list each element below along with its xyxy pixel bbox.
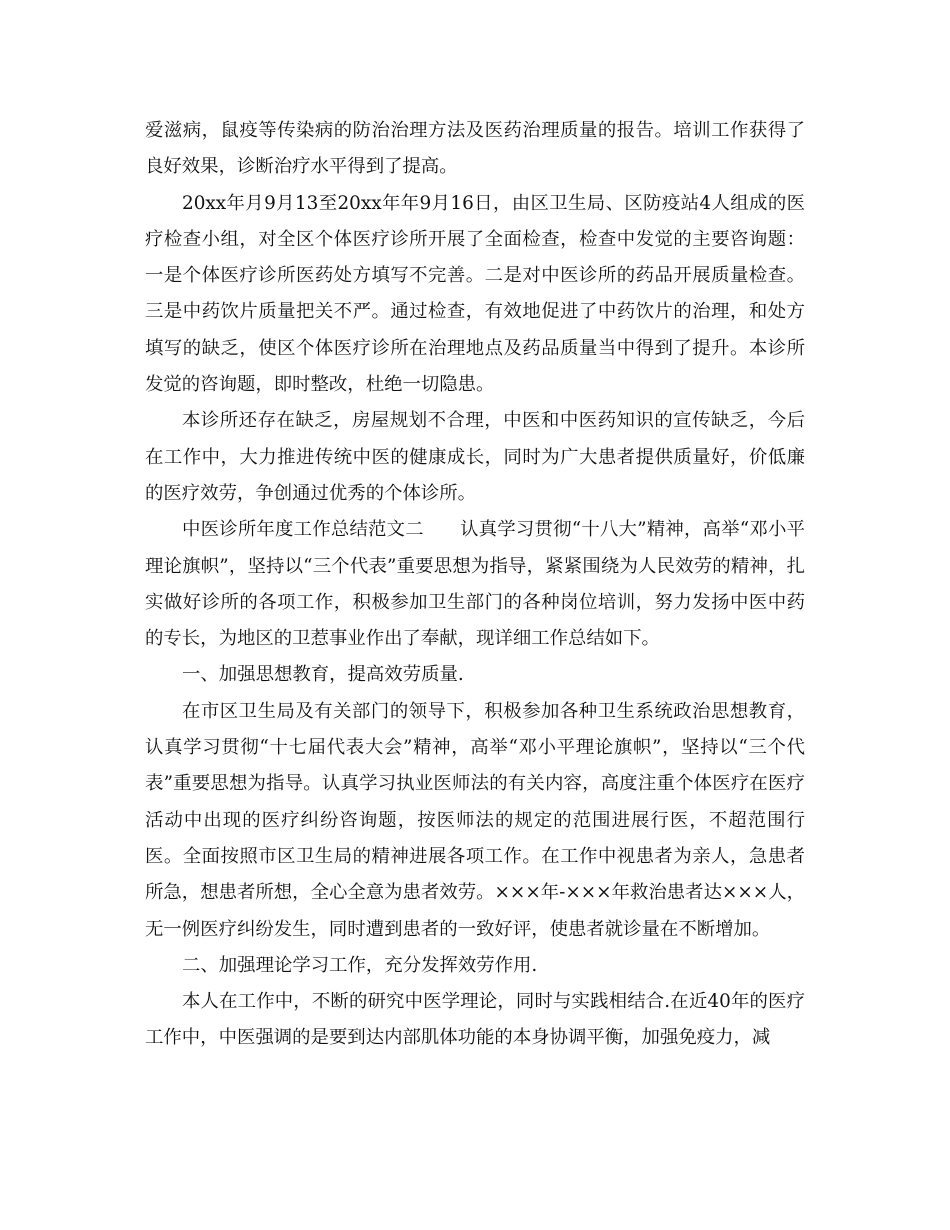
paragraph-continued [145,113,805,186]
heading-text: 一、加强思想教育，提高效劳质量. [182,664,464,686]
paragraph-text: 本诊所还存在缺乏，房屋规划不合理，中医和中医药知识的宣传缺乏，今后在工作中，大力推进传统中医的健康成长，同时为广大患者提供质量好，价低廉的医疗效劳，争创通过优秀的个体诊所。 [145,410,805,504]
paragraph-text: 认真学习贯彻“十八大”精神，高举“邓小平理论旗帜”，坚持以“三个代表”重要思想为指导，紧紧围绕为人民效劳的精神，扎实做好诊所的各项工作，积极参加卫生部门的各种岗位培训，努力发扬中医中药的专长，为地区的卫惹事业作出了奉献，现详细工作总结如下。 [145,519,805,650]
document-body [145,113,805,1057]
paragraph-text: 20xx年月9月13至20xx年年9月16日，由区卫生局、区防疫站4人组成的医疗检查小组，对全区个体医疗诊所开展了全面检查，检查中发觉的主要咨询题：一是个体医疗诊所医药处方填写不完善。二是对中医诊所的药品开展质量检查。三是中药饮片质量把关不严。通过检查，有效地促进了中药饮片的治理，和处方填写的缺乏，使区个体医疗诊所在治理地点及药品质量当中得到了提升。本诊所发觉的咨询题，即时整改，杜绝一切隐患。 [145,192,805,396]
paragraph-text: 本人在工作中，不断的研究中医学理论，同时与实践相结合.在近40年的医疗工作中，中医强调的是要到达内部肌体功能的本身协调平衡，加强免疫力，减 [145,991,805,1049]
heading-one [145,657,805,693]
paragraph-text: 在市区卫生局及有关部门的领导下，积极参加各种卫生系统政治思想教育，认真学习贯彻“十七届代表大会”精神，高举“邓小平理论旗帜”，坚持以“三个代表”重要思想为指导。认真学习执业医师法的有关内容，高度注重个体医疗在医疗活动中出现的医疗纠纷咨询题，按医师法的规定的范围进展行医，不超范围行医。全面按照市区卫生局的精神进展各项工作。在工作中视患者为亲人，急患者所急，想患者所想，全心全意为患者效劳。×××年-×××年救治患者达×××人，无一例医疗纠纷发生，同时遭到患者的一致好评，使患者就诊量在不断增加。 [145,700,805,940]
paragraph-text: 爱滋病，鼠疫等传染病的防治治理方法及医药治理质量的报告。培训工作获得了良好效果，诊断治疗水平得到了提高。 [145,120,805,178]
paragraph-section-two [145,512,805,657]
section-title: 中医诊所年度工作总结范文二 [182,519,424,541]
heading-text: 二、加强理论学习工作，充分发挥效劳作用. [182,954,538,976]
paragraph-shortcomings [145,403,805,512]
heading-two [145,948,805,984]
paragraph-inspection [145,186,805,404]
paragraph-leadership [145,694,805,948]
paragraph-theory [145,984,805,1057]
